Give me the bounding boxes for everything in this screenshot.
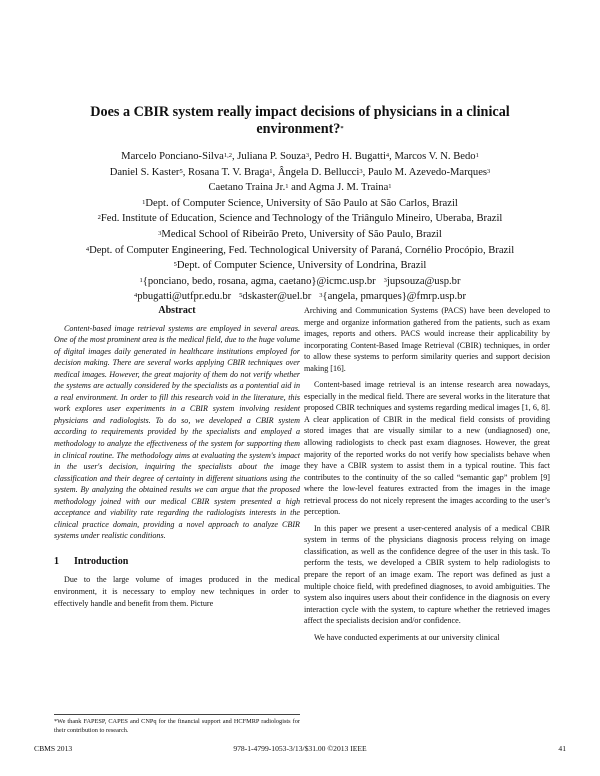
email-address: {ponciano, bedo, rosana, agma, caetano}@icmc.usp.br bbox=[142, 275, 376, 287]
email-sup: 4 bbox=[134, 292, 138, 300]
email-address: pbugatti@utfpr.edu.br bbox=[137, 291, 232, 303]
author-separator: , bbox=[231, 151, 238, 162]
author-name: Rosana T. V. Braga bbox=[187, 166, 270, 178]
affiliation-sup: 3 bbox=[158, 229, 162, 237]
author-affil-sup: 4 bbox=[385, 152, 390, 159]
email-sup: 5 bbox=[239, 292, 243, 300]
email-sup: 1 bbox=[139, 276, 143, 284]
affiliation-2 bbox=[40, 211, 560, 227]
author-block bbox=[40, 149, 560, 305]
email-address: jupsouza@usp.br bbox=[386, 275, 461, 287]
author-separator: and bbox=[288, 182, 309, 194]
author-name: Caetano Traina Jr. bbox=[208, 182, 286, 194]
affiliation-3 bbox=[40, 227, 560, 243]
affiliation-4 bbox=[40, 243, 560, 259]
author-affil-sup: 3 bbox=[487, 167, 491, 175]
author-name: Marcos V. N. Bedo bbox=[394, 151, 476, 162]
author-name: Paulo M. Azevedo-Marques bbox=[367, 166, 488, 178]
author-separator: , bbox=[182, 166, 188, 178]
page-number: 41 bbox=[558, 744, 566, 753]
email-sup: 3 bbox=[383, 276, 387, 284]
title-line-2-text: environment? bbox=[256, 121, 341, 137]
section-title: Introduction bbox=[74, 555, 129, 567]
affiliation-1 bbox=[40, 196, 560, 212]
affiliation-sup: 5 bbox=[173, 261, 177, 269]
author-separator: , bbox=[362, 166, 368, 178]
email-line-1 bbox=[40, 274, 560, 290]
email-address: {angela, pmarques}@fmrp.usp.br bbox=[322, 291, 466, 303]
left-column bbox=[54, 305, 300, 614]
author-name: Marcelo Ponciano-Silva bbox=[121, 151, 224, 162]
affiliation-sup: 4 bbox=[85, 245, 90, 253]
author-affil-sup: 1 bbox=[388, 183, 392, 191]
author-affil-sup: 5 bbox=[179, 167, 183, 175]
affiliation-text: Dept. of Computer Science, University of São Paulo at São Carlos, Brazil bbox=[145, 197, 458, 209]
footnote: *We thank FAPESP, CAPES and CNPq for the financial support and HCFMRP radiologists for their contribution to research. bbox=[54, 714, 300, 735]
author-name: Daniel S. Kaster bbox=[109, 166, 180, 178]
author-affil-sup: 3 bbox=[305, 152, 310, 159]
author-separator: , bbox=[309, 151, 315, 162]
abstract-heading: Abstract bbox=[158, 305, 196, 316]
affiliation-sup: 1 bbox=[142, 198, 146, 206]
email-sup: 3 bbox=[319, 292, 323, 300]
body-paragraph-2: Content-based image retrieval is an intense research area nowadays, especially in the medical field. There are several works in the literature that proposed CBIR techniques and systems regarding medical images [1, 6, 8]. A clear application of CBIR in the medical field consists of providing stored images that are visually similar to a new (undiagnosed) one, allowing radiologists to check past exam diagnoses. However, the great majority of the reported works do not verify how specialists behave when they have a CBIR system to assist them in a typical routine. This fact contributes to the continuity of the so called “semantic gap” problem [9] where the low-level features extracted from the images in the image retrieval process do not nicely represent the images according to the user’s perception. bbox=[304, 380, 550, 517]
abstract-text: Content-based image retrieval systems are employed in several areas. One of the most prominent area is the medical field, due to the huge volume of digital images daily generated in healthcare institutions employed for decision making. There are several works applying CBIR techniques over medical images. However, the great majority of them do not verify whether the systems are actually considered by the specialists as a pontential aid in a real environment. In order to fill this research void in the literature, this work explores user experiments in a CBIR system involving resident physicians and radiologists. To do so, we developed a CBIR system according to requirements provided by the specialists and employed a methodology to analyze the effectiveness of the system for supporting them in clinical routine. The methodology aims at evaluating the system's impact in the user's decision, inquiring the specialists about the image classification and their degree of certainty in different situations using the system. By analyzing the obtained results we can argue that the proposed methodology joined with our medical CBIR system presented a high acceptance and viability rate regarding the radiologists interests in the clinical practice domain, providing a novel approach to analyze CBIR systems under realistic conditions. bbox=[54, 323, 300, 541]
affiliation-text: Dept. of Computer Science, University of Londrina, Brazil bbox=[176, 260, 427, 272]
author-line-3 bbox=[40, 180, 560, 196]
conference-label: CBMS 2013 bbox=[34, 744, 73, 753]
title-line-2 bbox=[70, 121, 530, 138]
title-line-1: Does a CBIR system really impact decisions of physicians in a clinical bbox=[90, 104, 510, 120]
affiliation-5 bbox=[40, 258, 560, 274]
right-column bbox=[304, 305, 550, 648]
author-affil-sup: 1 bbox=[475, 152, 479, 159]
title-footnote-marker: * bbox=[340, 125, 344, 132]
affiliation-text: Fed. Institute of Education, Science and Technology of the Triângulo Mineiro, Uberaba, Brazil bbox=[100, 213, 503, 225]
author-affil-sup: 1,2 bbox=[223, 152, 232, 159]
author-line-1 bbox=[40, 149, 560, 165]
author-name: Ângela D. Bellucci bbox=[277, 166, 360, 178]
author-affil-sup: 1 bbox=[285, 183, 289, 191]
author-name: Pedro H. Bugatti bbox=[314, 151, 386, 162]
paper-title bbox=[70, 104, 530, 138]
author-separator: , bbox=[389, 151, 395, 162]
section-heading-introduction bbox=[54, 556, 300, 568]
author-separator: , bbox=[272, 166, 278, 178]
author-affil-sup: 3 bbox=[359, 167, 363, 175]
author-name: Agma J. M. Traina bbox=[308, 182, 389, 194]
affiliation-text: Medical School of Ribeirão Preto, University of São Paulo, Brazil bbox=[161, 228, 442, 240]
intro-paragraph: Due to the large volume of images produced in the medical environment, it is necessary to employ new techniques in order to effectively handle and benefit from them. Picture bbox=[54, 575, 300, 608]
body-paragraph-4: We have conducted experiments at our university clinical bbox=[314, 632, 500, 642]
author-affil-sup: 1 bbox=[269, 167, 273, 175]
affiliation-sup: 2 bbox=[97, 214, 101, 222]
section-number: 1 bbox=[54, 555, 59, 567]
email-line-2 bbox=[40, 289, 560, 305]
body-paragraph-1: Archiving and Communication Systems (PACS) have been developed to merge and organize information gathered from the patients, such as exam images, reports and others. PACS would increase their applicability by incorporating Content-Based Image Retrieval (CBIR) techniques, in order to allow these systems to perform similarity queries and support decision making [16]. bbox=[304, 306, 550, 373]
email-address: dskaster@uel.br bbox=[242, 291, 312, 303]
author-line-2 bbox=[40, 165, 560, 181]
affiliation-text: Dept. of Computer Engineering, Fed. Technological University of Paraná, Cornélio Procópio, Brazil bbox=[89, 244, 515, 256]
body-paragraph-3: In this paper we present a user-centered analysis of a medical CBIR system in terms of the physicians diagnosis process relying on image classification, as well as the confidence degree of the user in this task. To perform the tests, we developed a CBIR system to help radiologists to prepare the report of an image exam. The report was defined as just a multiple choice field, with predefined diagnoses, to avoid ambiguities. The system also inquires users about their confidence in the diagnosis on every interaction cycle with the system, to capture whether the retrieved images affect the specialists decision and/or confidence. bbox=[304, 523, 550, 626]
isbn-copyright: 978-1-4799-1053-3/13/$31.00 ©2013 IEEE bbox=[233, 744, 367, 753]
author-name: Juliana P. Souza bbox=[237, 151, 306, 162]
